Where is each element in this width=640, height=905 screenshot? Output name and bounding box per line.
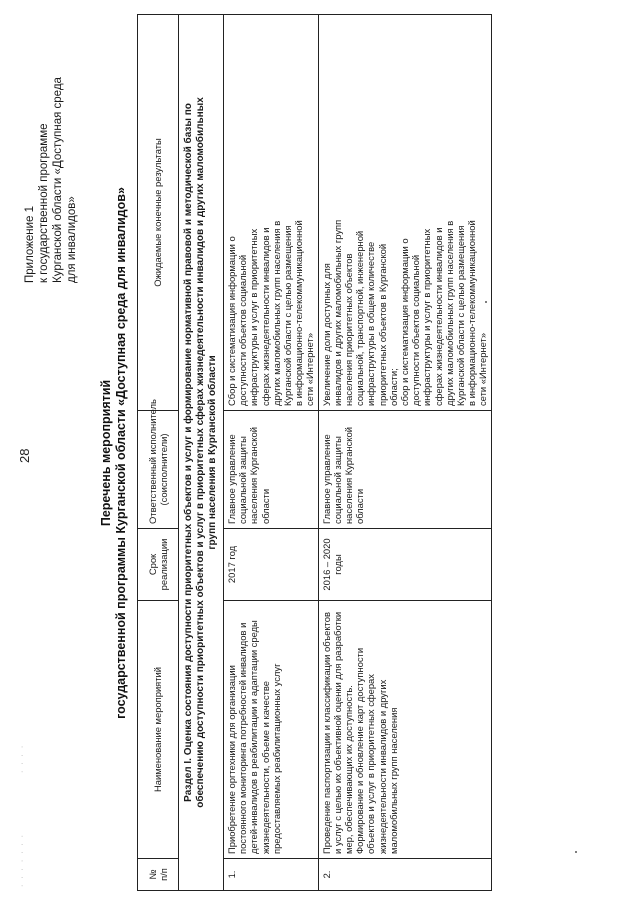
appendix-line: Курганской области «Доступная среда — [52, 77, 64, 283]
text-line: сети «Интернет» — [304, 332, 316, 406]
text-line: жизнедеятельности, объеме и качестве — [259, 681, 271, 854]
row-num: 1. — [224, 859, 319, 891]
text-line: населения Курганской — [248, 427, 260, 524]
table-row — [318, 15, 491, 891]
row-term: 2016 – 2020 годы — [318, 529, 491, 601]
row-name — [224, 601, 319, 859]
text-line: детей-инвалидов в реабилитации и адаптации среды — [248, 620, 260, 854]
text-line: доступности объектов социальной — [237, 254, 249, 406]
scan-mark-right: · · · · — [19, 743, 26, 773]
text-line: Формирование и обновление карт доступности — [354, 647, 366, 854]
heading-line-1: Перечень мероприятий — [99, 379, 113, 527]
section-line: групп населения в Курганской области — [207, 355, 218, 550]
appendix-note — [23, 48, 79, 283]
row-results — [318, 15, 491, 411]
header-term: Срок реализации — [138, 529, 179, 601]
text-line: социальной защиты — [331, 436, 343, 524]
header-name: Наименование мероприятий — [138, 601, 179, 859]
rotated-document-page — [15, 13, 625, 893]
text-line: социальной защиты — [237, 436, 249, 524]
row-term: 2017 год — [224, 529, 319, 601]
text-line: объектов и услуг в приоритетных сферах — [365, 674, 377, 854]
text-line: маломобильных групп населения — [387, 707, 399, 854]
appendix-line: Приложение 1 — [24, 205, 36, 283]
text-line: инфраструктуры и услуг в приоритетных — [248, 228, 260, 406]
text-line: предоставляемых реабилитационных услуг — [270, 663, 282, 854]
text-line: других маломобильных групп населения в — [443, 220, 455, 406]
text-line: доступности объектов социальной — [410, 254, 422, 406]
row-name — [318, 601, 491, 859]
text-line: области — [354, 488, 366, 524]
text-line: Увеличение доли доступных для — [320, 263, 332, 406]
text-line: Проведение паспортизации и классификации объектов — [320, 612, 332, 854]
text-line: Курганской области с целью размещения — [282, 225, 294, 406]
page-number: 28 — [17, 448, 32, 463]
text-line: сферах жизнедеятельности инвалидов и — [259, 227, 271, 406]
text-line: жизнедеятельности инвалидов и других — [376, 679, 388, 854]
text-line: области — [259, 488, 271, 524]
text-line: постоянного мониторинга потребностей инвалидов и — [237, 622, 249, 854]
text-line: населения Курганской — [343, 427, 355, 524]
row-executor — [318, 411, 491, 529]
text-line: Главное управление — [320, 434, 332, 524]
measures-table-wrap — [137, 15, 492, 891]
text-line: сети «Интернет» — [477, 332, 489, 406]
text-line: инфраструктуры и услуг в приоритетных — [421, 228, 433, 406]
text-line: социальной, транспортной, инженерной — [354, 230, 366, 406]
text-line: Курганской области с целью размещения — [455, 225, 467, 406]
header-executor-line: (соисполнители) — [158, 433, 169, 506]
text-line: в информационно-телекоммуникационной — [293, 220, 305, 406]
text-line: инвалидов и других маломобильных групп — [331, 219, 343, 406]
header-executor-line: Ответственный исполнитель — [146, 399, 158, 524]
text-line: инфраструктуры в общем количестве — [365, 241, 377, 406]
text-line: сферах жизнедеятельности инвалидов и — [432, 227, 444, 406]
text-line: приоритетных объектов в Курганской — [376, 243, 388, 406]
text-line: Приобретение оргтехники для организации — [226, 665, 237, 854]
text-line: области; — [387, 368, 399, 406]
text-line: Сбор и систематизация информации о — [226, 236, 237, 406]
header-num — [138, 859, 179, 891]
scan-speck — [485, 301, 487, 303]
row-num: 2. — [318, 859, 491, 891]
text-line: в информационно-телекоммуникационной — [466, 220, 478, 406]
header-num-line: п/п — [158, 868, 169, 881]
appendix-line: для инвалидов» — [66, 196, 78, 283]
table-header-row — [138, 15, 179, 891]
text-line: других маломобильных групп населения в — [270, 220, 282, 406]
section-row — [179, 15, 224, 891]
appendix-line: к государственной программе — [38, 123, 50, 283]
text-line: Главное управление — [226, 434, 237, 524]
section-title — [179, 15, 224, 891]
heading-line-2: государственной программы Курганской области «Доступная среда для инвалидов» — [114, 187, 128, 719]
text-line: сбор и систематизация информации о — [399, 238, 411, 406]
scan-mark-left: · · · · · · · — [19, 833, 26, 887]
section-line: Раздел I. Оценка состояния доступности приоритетных объектов и услуг и формирование нормативной правовой и методической базы по — [183, 103, 194, 802]
text-line: населения приоритетных объектов — [343, 253, 355, 406]
scan-speck — [575, 851, 577, 853]
table-row — [224, 15, 319, 891]
text-line: и услуг с целью их объективной оценки для разработки — [331, 611, 343, 854]
measures-table — [137, 14, 492, 891]
row-executor — [224, 411, 319, 529]
document-heading — [99, 13, 129, 893]
section-line: обеспечению доступности приоритетных объектов и услуг в приоритетных сферах жизнедеятельности инвалидов и других маломобильных — [195, 97, 206, 808]
text-line: мер, обеспечивающих их доступность. — [343, 685, 355, 854]
row-results — [224, 15, 319, 411]
header-executor — [138, 399, 179, 529]
header-results: Ожидаемые конечные результаты — [138, 15, 179, 411]
header-num-line: № — [146, 869, 158, 880]
